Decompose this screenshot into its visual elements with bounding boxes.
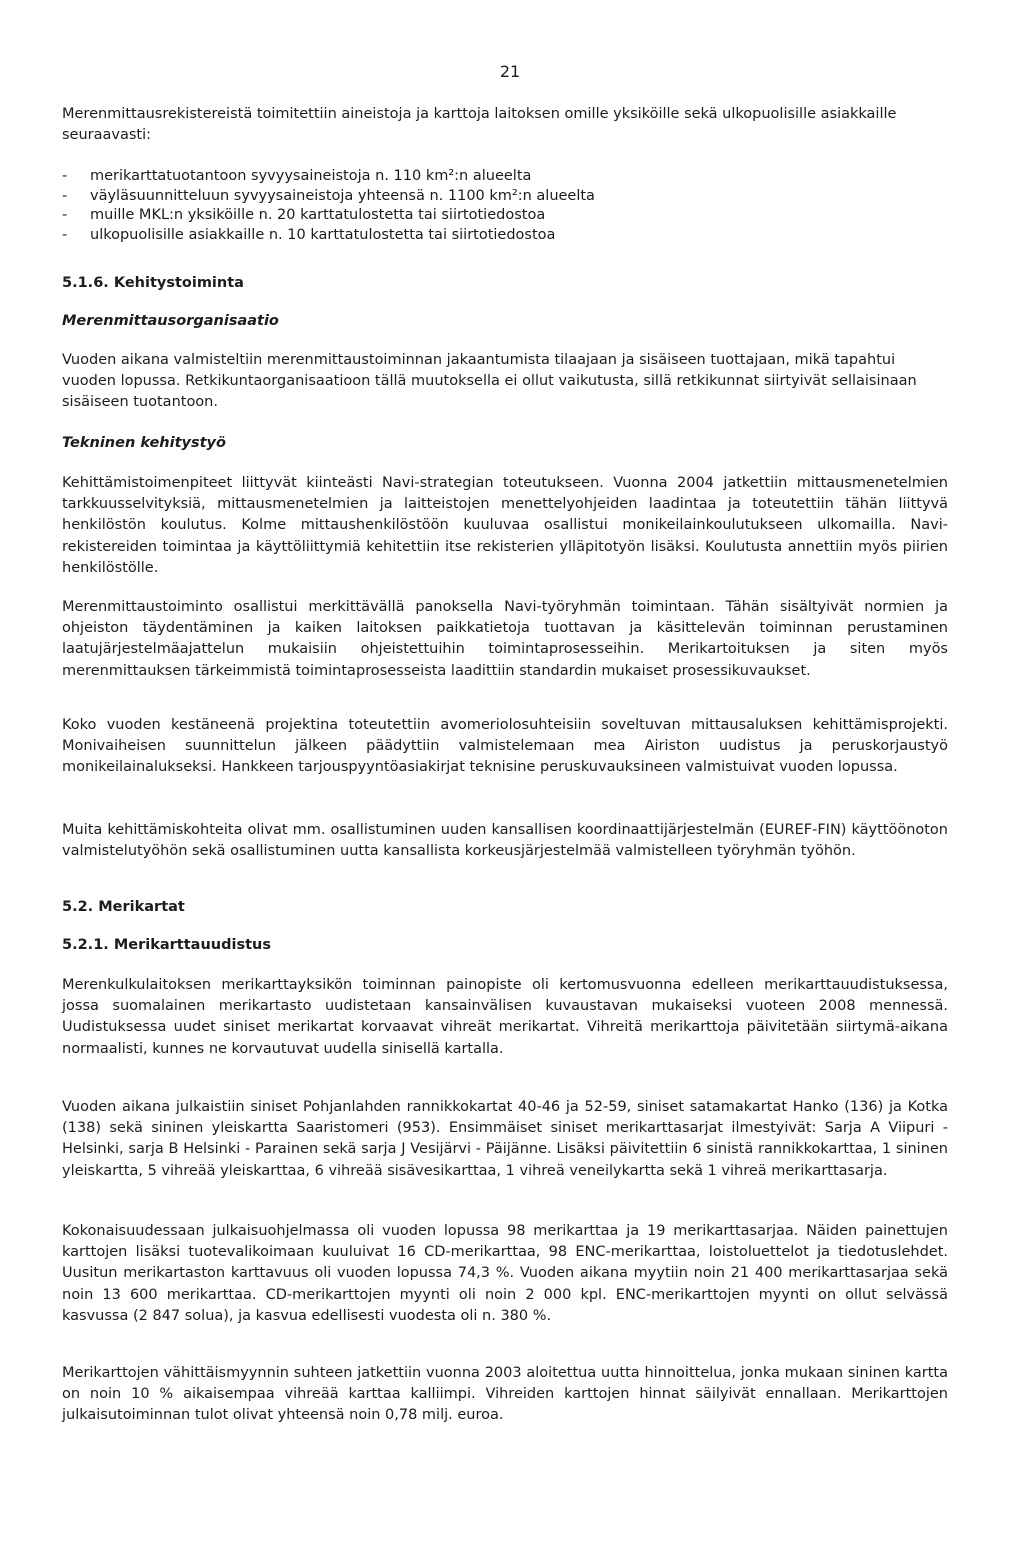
paragraph-tekninen-1: Kehittämistoimenpiteet liittyvät kiinteästi Navi-strategian toteutukseen. Vuonna 2004 jatkettiin mittausmenetelmien tarkkuusselvityksiä, mittausmenetelmien ja laitteistojen menettelyohjeiden laadintaa ja toteutettiin tähän liittyvä henkilöstön koulutus. Kolme mittaushenkilöstöön kuuluvaa osallistui monikeilainkoulutukseen ulkomailla. Navi-rekistereiden toimintaa ja käyttöliittymiä kehitettiin itse rekisterien ylläpitotyön lisäksi. Koulutusta annettiin myös piirien henkilöstölle. bbox=[62, 475, 948, 576]
intro-text: Merenmittausrekistereistä toimitettiin aineistoja ja karttoja laitoksen omille yksiköille sekä ulkopuolisille asiakkaille seuraavasti: bbox=[62, 106, 897, 144]
delivery-list bbox=[62, 167, 948, 245]
paragraph-merikartat-4: Merikarttojen vähittäismyynnin suhteen jatkettiin vuonna 2003 aloitettua uutta hinnoittelua, jonka mukaan sininen kartta on noin 10 % aikaisempaa vihreää karttaa kalliimpi. Vihreiden karttojen hinnat säilyivät ennallaan. Merikarttojen julkaisutoiminnan tulot olivat yhteensä noin 0,78 milj. euroa. bbox=[62, 1365, 948, 1424]
subheading-tekninen-kehitystyo: Tekninen kehitystyö bbox=[62, 435, 226, 451]
paragraph-tekninen-2: Merenmittaustoiminto osallistui merkittävällä panoksella Navi-työryhmän toimintaan. Tähän sisältyivät normien ja ohjeiston täydentäminen ja kaiken laitoksen paikkatietoja tuottavan ja käsittelevän toiminnan perustaminen laatujärjestelmäajattelun mukaisiin ohjeistettuihin toimintaprosesseihin. Merikartoituksen ja siten myös merenmittauksen tärkeimmistä toimintaprosesseista laadittiin standardin mukaiset prosessikuvaukset. bbox=[62, 599, 948, 679]
paragraph-merikartat-2: Vuoden aikana julkaistiin siniset Pohjanlahden rannikkokartat 40-46 ja 52-59, siniset satamakartat Hanko (136) ja Kotka (138) sekä sininen yleiskartta Saaristomeri (953). Ensimmäiset siniset merikarttasarjat ilmestyivät: Sarja A Viipuri - Helsinki, sarja B Helsinki - Parainen sekä sarja J Vesijärvi - Päijänne. Lisäksi päivitettiin 6 sinistä rannikkokarttaa, 1 sininen yleiskartta, 5 vihreää yleiskarttaa, 6 vihreää sisävesikarttaa, 1 vihreä veneilykartta sekä 1 vihreä merikarttasarja. bbox=[62, 1099, 948, 1179]
paragraph-merikartat-1: Merenkulkulaitoksen merikarttayksikön toiminnan painopiste oli kertomusvuonna edelleen merikarttauudistuksessa, jossa suomalainen merikartasto uudistetaan kansainvälisen kuvaustavan mukaiseksi vuoteen 2008 mennessä. Uudistuksessa uudet siniset merikartat korvaavat vihreät merikartat. Vihreitä merikarttoja päivitetään siirtymä-aikana normaalisti, kunnes ne korvautuvat uudella sinisellä kartalla. bbox=[62, 977, 948, 1057]
section-heading-5-1-6: 5.1.6. Kehitystoiminta bbox=[62, 275, 244, 291]
intro-paragraph bbox=[62, 104, 948, 146]
paragraph-merikartat-3: Kokonaisuudessaan julkaisuohjelmassa oli vuoden lopussa 98 merikarttaa ja 19 merikarttasarjaa. Näiden painettujen karttojen lisäksi tuotevalikoimaan kuuluivat 16 CD-merikarttaa, 98 ENC-merikarttaa, loistoluettelot ja tiedotuslehdet. Uusitun merikartaston karttavuus oli vuoden lopussa 74,3 %. Vuoden aikana myytiin noin 21 400 merikarttasarjaa sekä noin 13 600 merikarttaa. CD-merikarttojen myynti oli noin 2 000 kpl. ENC-merikarttojen myynti on ollut selvässä kasvussa (2 847 solua), ja kasvua edellisesti vuodesta oli n. 380 %. bbox=[62, 1223, 948, 1324]
list-item: - muille MKL:n yksiköille n. 20 karttatulostetta tai siirtotiedostoa bbox=[62, 206, 948, 226]
section-heading-5-2-1: 5.2.1. Merikarttauudistus bbox=[62, 937, 271, 953]
subheading-merenmittausorganisaatio: Merenmittausorganisaatio bbox=[62, 313, 279, 329]
page-number: 21 bbox=[499, 62, 521, 81]
section-heading-5-2: 5.2. Merikartat bbox=[62, 899, 185, 915]
list-item: - ulkopuolisille asiakkaille n. 10 karttatulostetta tai siirtotiedostoa bbox=[62, 226, 948, 246]
paragraph-organisaatio: Vuoden aikana valmisteltiin merenmittaustoiminnan jakaantumista tilaajaan ja sisäiseen tuottajaan, mikä tapahtui vuoden lopussa. Retkikuntaorganisaatioon tällä muutoksella ei ollut vaikutusta, sillä retkikunnat siirtyivät sellaisinaan sisäiseen tuotantoon. bbox=[62, 352, 917, 411]
list-item: - väyläsuunnitteluun syvyysaineistoja yhteensä n. 1100 km²:n alueelta bbox=[62, 187, 948, 207]
list-item: - merikarttatuotantoon syvyysaineistoja n. 110 km²:n alueelta bbox=[62, 167, 948, 187]
paragraph-tekninen-4: Muita kehittämiskohteita olivat mm. osallistuminen uuden kansallisen koordinaattijärjestelmän (EUREF-FIN) käyttöönoton valmistelutyöhön sekä osallistuminen uutta kansallista korkeusjärjestelmää valmistelleen työryhmän työhön. bbox=[62, 822, 948, 860]
paragraph-tekninen-3: Koko vuoden kestäneenä projektina toteutettiin avomeriolosuhteisiin soveltuvan mittausaluksen kehittämisprojekti. Monivaiheisen suunnittelun jälkeen päädyttiin valmistelemaan mea Airiston uudistus ja peruskorjaustyö monikeilainalukseksi. Hankkeen tarjouspyyntöasiakirjat teknisine peruskuvauksineen valmistuivat vuoden lopussa. bbox=[62, 717, 948, 776]
